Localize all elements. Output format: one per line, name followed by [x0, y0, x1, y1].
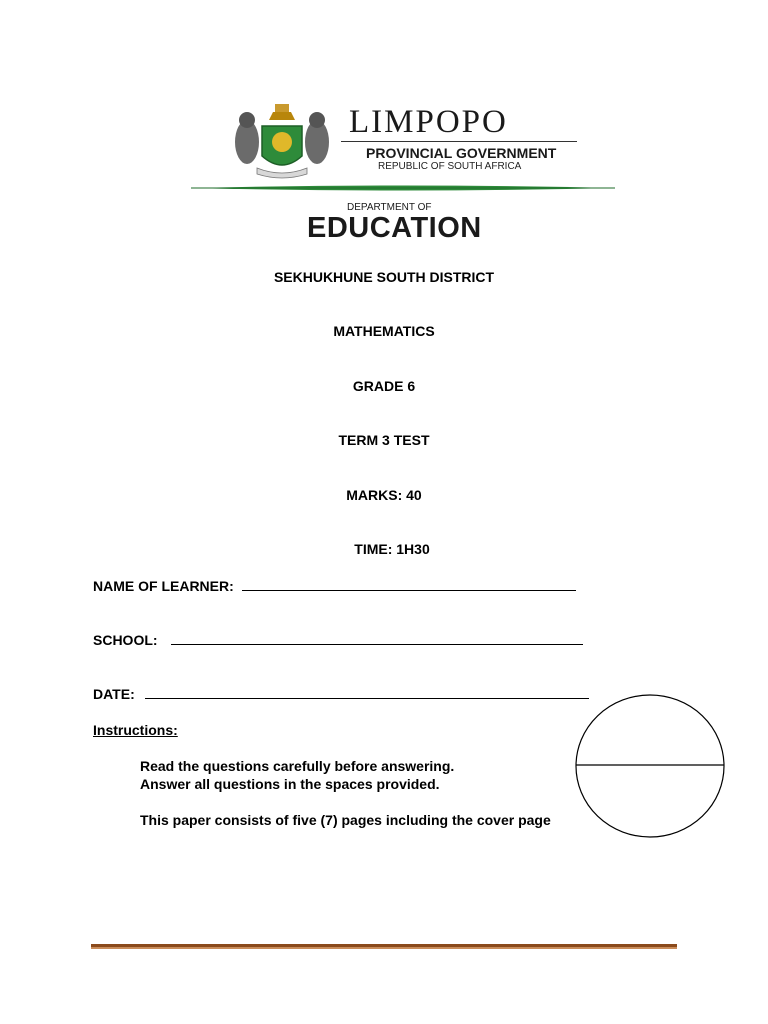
marks-label: MARKS: 40	[346, 487, 422, 503]
instructions-heading: Instructions:	[93, 722, 178, 738]
school-row	[93, 631, 583, 648]
term-label: TERM 3 TEST	[338, 432, 430, 448]
province-title: LIMPOPO	[349, 104, 508, 140]
date-field[interactable]	[145, 685, 589, 699]
subject-name: MATHEMATICS	[333, 323, 435, 339]
department-logo	[185, 92, 625, 254]
country-label: REPUBLIC OF SOUTH AFRICA	[378, 161, 522, 172]
district-name: SEKHUKHUNE SOUTH DISTRICT	[273, 269, 495, 285]
learner-name-label: NAME OF LEARNER:	[93, 578, 234, 594]
marks-circle	[575, 694, 725, 838]
footer-rule	[91, 944, 677, 949]
title-rule	[341, 141, 577, 142]
instruction-line: Read the questions carefully before answering.	[140, 758, 455, 774]
coat-of-arms-icon	[227, 98, 337, 182]
instruction-line: Answer all questions in the spaces provided.	[140, 776, 440, 792]
grade-label: GRADE 6	[352, 378, 416, 394]
learner-name-row	[93, 577, 576, 594]
instruction-line: This paper consists of five (7) pages including the cover page	[140, 812, 551, 828]
learner-name-field[interactable]	[242, 577, 576, 591]
school-field[interactable]	[171, 631, 583, 645]
date-row	[93, 685, 589, 702]
time-label: TIME: 1H30	[354, 541, 430, 557]
department-name: EDUCATION	[307, 212, 482, 244]
department-label: DEPARTMENT OF	[347, 202, 432, 213]
green-swoosh	[191, 184, 615, 194]
school-label: SCHOOL:	[93, 632, 158, 648]
government-label: PROVINCIAL GOVERNMENT	[366, 145, 557, 161]
date-label: DATE:	[93, 686, 135, 702]
